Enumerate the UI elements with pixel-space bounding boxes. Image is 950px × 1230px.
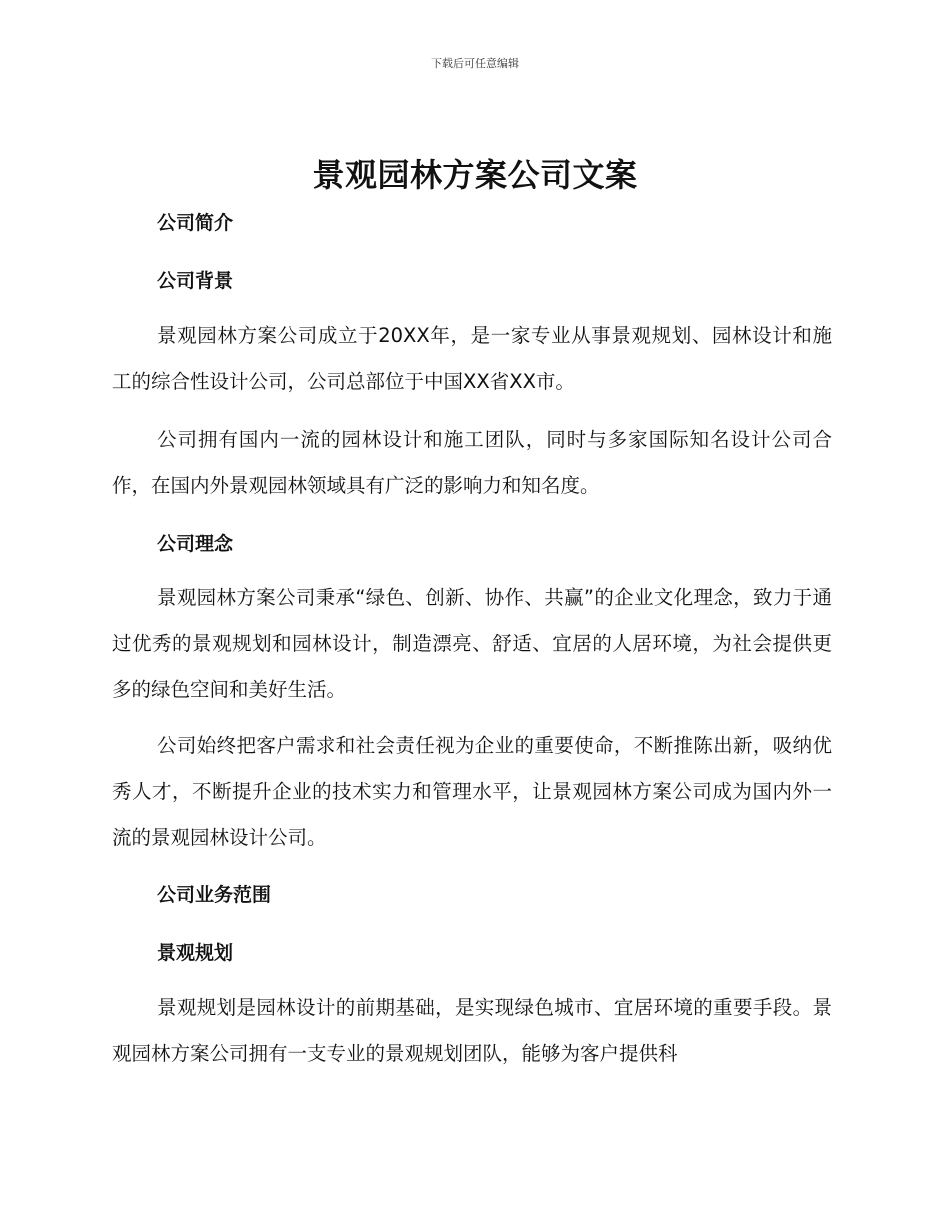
paragraph-planning-1: 景观规划是园林设计的前期基础，是实现绿色城市、宜居环境的重要手段。景观园林方案公司拥有一支专业的景观规划团队，能够为客户提供科 <box>112 996 832 1065</box>
paragraph-background-2: 公司拥有国内一流的园林设计和施工团队，同时与多家国际知名设计公司合作，在国内外景观园林领域具有广泛的影响力和知名度。 <box>112 428 832 497</box>
heading-company-philosophy: 公司理念 <box>157 533 234 555</box>
document-title: 景观园林方案公司文案 <box>312 156 638 194</box>
heading-business-scope: 公司业务范围 <box>157 884 272 906</box>
header-note: 下载后可任意编辑 <box>431 57 519 70</box>
heading-landscape-planning: 景观规划 <box>157 942 234 964</box>
paragraph-background-1: 景观园林方案公司成立于20XX年，是一家专业从事景观规划、园林设计和施工的综合性设计公司，公司总部位于中国XX省XX市。 <box>112 324 832 393</box>
paragraph-philosophy-2: 公司始终把客户需求和社会责任视为企业的重要使命，不断推陈出新，吸纳优秀人才，不断提升企业的技术实力和管理水平，让景观园林方案公司成为国内外一流的景观园林设计公司。 <box>112 734 832 849</box>
heading-company-intro: 公司简介 <box>157 212 234 234</box>
heading-company-background: 公司背景 <box>157 270 234 292</box>
paragraph-philosophy-1: 景观园林方案公司秉承“绿色、创新、协作、共赢”的企业文化理念，致力于通过优秀的景观规划和园林设计，制造漂亮、舒适、宜居的人居环境，为社会提供更多的绿色空间和美好生活。 <box>112 586 832 701</box>
